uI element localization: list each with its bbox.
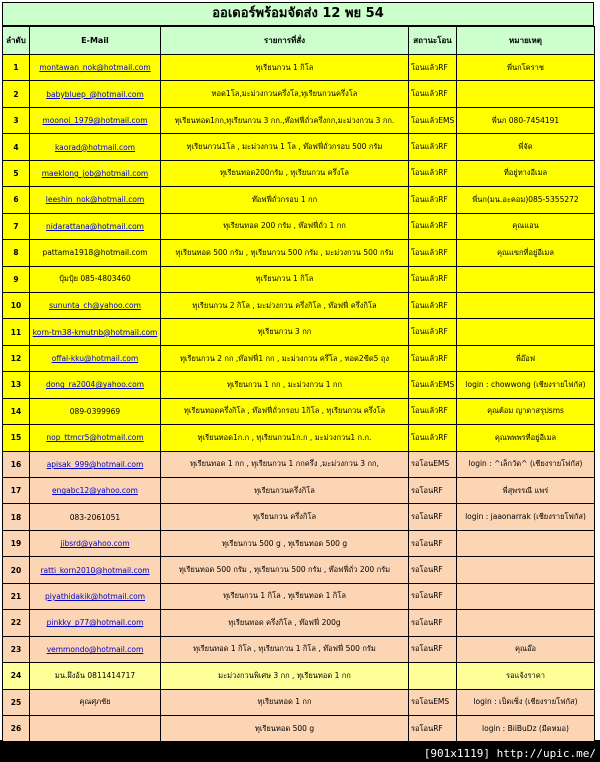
cell-no: [3, 55, 30, 81]
cell-email: [30, 213, 161, 239]
cell-email: [30, 689, 161, 715]
cell-email: [30, 292, 161, 318]
cell-order-text: ทุเรียนทอด1ก.ก , ทุเรียนกวน1ก.ก , มะม่วงกวน1 ก.ก.: [197, 432, 372, 442]
cell-no: [3, 451, 30, 477]
cell-note: [457, 81, 595, 107]
cell-note: [457, 636, 595, 662]
cell-order: [161, 240, 409, 266]
cell-order: [161, 715, 409, 741]
cell-order-text: ทุเรียนทอดครึ่งกิโล , ท๊อฟฟี่ถั่วกรอบ 1กิโล , ทุเรียนกวน ครึ่งโล: [183, 406, 386, 416]
cell-note-text: ที่อยู่ทางอีเมล: [503, 168, 548, 178]
cell-order-text: ทุเรียนกวน 2 กก ,ท๊อฟฟี่1 กก , มะม่วงกวน ครึ่โล , ทอด2ขีด5 ถุง: [179, 353, 390, 363]
table-row: [3, 557, 595, 583]
cell-no-text: 7: [13, 221, 19, 231]
table-row: [3, 345, 595, 371]
cell-order-text: ทอด1โล,มะม่วงกวนครึ่งโล,ทุเรียนกวนครึ่งโล: [211, 89, 358, 99]
cell-status: [409, 319, 457, 345]
cell-status-text: รอโอนRF: [411, 538, 443, 548]
cell-status: [409, 213, 457, 239]
cell-order-text: ทุเรียนทอด 500 กรัม , ทุเรียนกวน 500 กรัม , ท๊อฟฟี่ถั่ว 200 กรัม: [178, 565, 391, 575]
cell-status: [409, 663, 457, 689]
cell-note-text: คุณอ๊อ: [515, 644, 536, 654]
cell-status-text: โอนแล้วRF: [411, 432, 448, 442]
cell-status-text: โอนแล้วEMS: [411, 115, 455, 125]
cell-order: [161, 213, 409, 239]
cell-email-text[interactable]: piyathidakik@hotmail.com: [44, 591, 146, 601]
cell-status-text: รอโอนRF: [411, 485, 443, 495]
cell-no-text: 13: [10, 380, 22, 390]
cell-order-text: ทุเรียนกวน 2 กิโล , มะม่วงกวน ครึ่งกิโล , ท๊อฟฟี่ ครึ่งกิโล: [192, 300, 377, 310]
cell-no-text: 25: [10, 697, 22, 707]
cell-email: [30, 715, 161, 741]
cell-status-text: โอนแล้วRF: [411, 274, 448, 284]
cell-order: [161, 319, 409, 345]
cell-note: [457, 425, 595, 451]
cell-status: [409, 55, 457, 81]
cell-no: [3, 715, 30, 741]
cell-email-text[interactable]: jibsrd@yahoo.com: [60, 539, 130, 549]
cell-no-text: 12: [10, 354, 22, 364]
cell-note: [457, 266, 595, 292]
cell-email-text[interactable]: moonoi_1979@hotmail.com: [42, 116, 148, 126]
cell-no: [3, 398, 30, 424]
cell-no-text: 8: [13, 248, 19, 258]
cell-email: [30, 583, 161, 609]
cell-status: [409, 240, 457, 266]
header-status: สถานะโอน: [409, 27, 457, 55]
cell-email-text[interactable]: apisak_999@hotmail.com: [46, 459, 144, 469]
table-row: [3, 398, 595, 424]
cell-no-text: 3: [13, 116, 19, 126]
cell-email: [30, 504, 161, 530]
cell-status-text: โอนแล้วRF: [411, 221, 448, 231]
cell-status: [409, 636, 457, 662]
cell-note-text: พี่นก(มน.อะคอม)085-5355272: [472, 194, 579, 204]
cell-note-text: login : chowwong (เชียงรายไฟกัส): [465, 379, 586, 389]
cell-status-text: รอโอนRF: [411, 591, 443, 601]
cell-email-text: 083-2061051: [69, 512, 121, 522]
cell-no-text: 21: [10, 591, 22, 601]
cell-status: [409, 504, 457, 530]
cell-note-text: พี่อ๊อฟ: [515, 353, 536, 363]
cell-note: [457, 187, 595, 213]
cell-order: [161, 55, 409, 81]
cell-order: [161, 81, 409, 107]
cell-status-text: โอนแล้วEMS: [411, 379, 455, 389]
cell-order-text: ทุเรียนกวน 1 กก , มะม่วงกวน 1 กก: [226, 379, 342, 389]
cell-email-text[interactable]: vemmondo@hotmail.com: [46, 644, 144, 654]
cell-email-text[interactable]: offal-kku@hotmail.com: [51, 354, 139, 364]
cell-email-text[interactable]: kaorad@hotmail.com: [54, 142, 136, 152]
cell-email-text[interactable]: babybluep_@hotmail.com: [46, 89, 144, 99]
cell-order: [161, 504, 409, 530]
cell-no: [3, 292, 30, 318]
cell-note: [457, 107, 595, 133]
cell-email-text[interactable]: pinkky_p77@hotmail.com: [46, 618, 144, 628]
cell-no-text: 1: [13, 63, 19, 73]
cell-status: [409, 478, 457, 504]
cell-email: [30, 530, 161, 556]
cell-note: [457, 663, 595, 689]
table-row: [3, 240, 595, 266]
cell-no-text: 19: [10, 539, 22, 549]
header-email: E-Mail: [30, 27, 161, 55]
cell-note: [457, 240, 595, 266]
cell-no-text: 9: [13, 274, 19, 284]
cell-no: [3, 663, 30, 689]
cell-status: [409, 292, 457, 318]
cell-status-text: โอนแล้วRF: [411, 62, 448, 72]
cell-note-text: login : BiiBuDz (มีดหมอ): [482, 723, 569, 733]
cell-email-text[interactable]: montawan_nok@hotmail.com: [39, 63, 151, 73]
cell-email-text[interactable]: maeklong_job@hotmail.com: [41, 168, 149, 178]
cell-email-text[interactable]: leeshin_nok@hotmail.com: [45, 195, 145, 205]
cell-no-text: 4: [13, 142, 19, 152]
cell-email: [30, 266, 161, 292]
cell-email: [30, 81, 161, 107]
cell-order-text: ทุเรียนกวน 1 กิโล , ทุเรียนทอด 1 กิโล: [223, 591, 346, 601]
table-row: [3, 213, 595, 239]
table-body: [3, 55, 595, 742]
cell-order: [161, 398, 409, 424]
cell-order-text: ทุเรียนกวน1โล , มะม่วงกวน 1 โล , ท๊อฟฟี่ถั่วกรอบ 500 กรัม: [186, 142, 383, 152]
cell-note: [457, 398, 595, 424]
cell-order-text: ทุเรียนทอด200กรัม , ทุเรียนกวน ครึ่งโล: [219, 168, 349, 178]
cell-status-text: รอโอนRF: [411, 723, 443, 733]
header-order: รายการที่สั่ง: [161, 27, 409, 55]
cell-no: [3, 557, 30, 583]
cell-no-text: 5: [13, 168, 19, 178]
cell-no: [3, 213, 30, 239]
cell-note-text: คุณแอน: [512, 221, 539, 231]
cell-status: [409, 134, 457, 160]
cell-note-text: พี่นกโคราช: [507, 62, 544, 72]
cell-order-text: ทุเรียนทอด 200 กรัม , ท๊อฟฟี่ถั่ว 1 กก: [223, 221, 346, 231]
table-row: [3, 715, 595, 741]
cell-status: [409, 107, 457, 133]
cell-no: [3, 81, 30, 107]
cell-order: [161, 292, 409, 318]
cell-email-text: คุณศุภชัย: [79, 697, 111, 707]
cell-email: [30, 55, 161, 81]
cell-order: [161, 266, 409, 292]
cell-note-text: คุณแขกที่อยู่อีเมล: [497, 247, 554, 257]
cell-status-text: โอนแล้วRF: [411, 406, 448, 416]
cell-status-text: รอโอนEMS: [411, 459, 450, 469]
cell-order: [161, 583, 409, 609]
cell-order: [161, 530, 409, 556]
cell-status: [409, 557, 457, 583]
cell-no: [3, 478, 30, 504]
cell-status: [409, 451, 457, 477]
table-row: [3, 451, 595, 477]
table-row: [3, 55, 595, 81]
cell-no: [3, 187, 30, 213]
cell-email-text[interactable]: korn-tm38-kmutnb@hotmail.com: [32, 327, 158, 337]
cell-no: [3, 610, 30, 636]
cell-order: [161, 663, 409, 689]
cell-status: [409, 160, 457, 186]
cell-note: [457, 55, 595, 81]
cell-no: [3, 160, 30, 186]
cell-email-text: มน.ผึงอ้น 0811414717: [54, 670, 136, 680]
cell-no-text: 24: [10, 671, 22, 681]
cell-order: [161, 610, 409, 636]
cell-email-text[interactable]: ratti_korn2010@hotmail.com: [40, 565, 150, 575]
cell-note: [457, 292, 595, 318]
cell-note: [457, 530, 595, 556]
cell-order: [161, 160, 409, 186]
table-row: [3, 319, 595, 345]
cell-order-text: ทุเรียนทอด 1 กิโล , ทุเรียนกวน 1 กิโล , ท๊อฟฟี่ 500 กรัม: [193, 644, 376, 654]
cell-note: [457, 160, 595, 186]
cell-note: [457, 345, 595, 371]
cell-status: [409, 345, 457, 371]
cell-email: [30, 134, 161, 160]
cell-note: [457, 689, 595, 715]
cell-note-text: พี่สุพรรณี แพร่: [502, 485, 549, 495]
cell-note-text: login : ^เล็กวัด^ (เชียงรายโฟกัส): [468, 459, 583, 469]
cell-email: [30, 636, 161, 662]
cell-email-text: pattama1918@hotmail.com: [42, 248, 148, 258]
image-footer: [901x1119] http://upic.me/: [423, 747, 596, 760]
cell-email: [30, 557, 161, 583]
cell-email: [30, 663, 161, 689]
cell-note: [457, 504, 595, 530]
cell-status: [409, 266, 457, 292]
cell-status-text: โอนแล้วRF: [411, 89, 448, 99]
cell-status-text: โอนแล้วRF: [411, 168, 448, 178]
table-row: [3, 478, 595, 504]
cell-note: [457, 134, 595, 160]
cell-status-text: รอโอนRF: [411, 644, 443, 654]
cell-email: [30, 240, 161, 266]
table-row: [3, 81, 595, 107]
cell-order-text: ทุเรียนกวน ครึ่งกิโล: [252, 512, 317, 522]
cell-status-text: รอโอนRF: [411, 512, 443, 522]
cell-order-text: ทุเรียนทอด1กก,ทุเรียนกวน 3 กก.,ท๊อฟฟี่ถั่วครึ่งกก,มะม่วงกวน 3 กก.: [174, 115, 395, 125]
table-row: [3, 292, 595, 318]
table-row: [3, 636, 595, 662]
cell-note-text: รอแจ้งราคา: [506, 670, 545, 680]
cell-note: [457, 583, 595, 609]
cell-status-text: รอโอนEMS: [411, 697, 450, 707]
cell-note: [457, 213, 595, 239]
table-row: [3, 425, 595, 451]
cell-email: [30, 372, 161, 398]
cell-no-text: 6: [13, 195, 19, 205]
cell-note: [457, 610, 595, 636]
cell-no-text: 20: [10, 565, 22, 575]
cell-no: [3, 425, 30, 451]
cell-no-text: 18: [10, 512, 22, 522]
cell-no: [3, 583, 30, 609]
cell-email: [30, 107, 161, 133]
cell-email: [30, 187, 161, 213]
cell-status-text: โอนแล้วRF: [411, 247, 448, 257]
cell-no-text: 22: [10, 618, 22, 628]
cell-order-text: ทุเรียนทอด 500 กรัม , ทุเรียนกวน 500 กรัม , มะม่วงกวน 500 กรัม: [175, 247, 394, 257]
cell-order: [161, 134, 409, 160]
table-row: [3, 530, 595, 556]
cell-order: [161, 345, 409, 371]
cell-email-text[interactable]: sununta_ch@yahoo.com: [49, 301, 141, 311]
sheet-title: ออเดอร์พร้อมจัดส่ง 12 พย 54: [2, 2, 594, 26]
header-row: [3, 27, 595, 55]
cell-status: [409, 372, 457, 398]
cell-email: [30, 610, 161, 636]
cell-order-text: ทุเรียนทอด 1 กก , ทุเรียนกวน 1 กกครึ่ง ,มะม่วงกวน 3 กก,: [190, 459, 379, 469]
cell-email: [30, 319, 161, 345]
cell-status: [409, 187, 457, 213]
cell-note-text: คุณต้อม ญาดาสรุปsms: [487, 406, 564, 416]
cell-email: [30, 425, 161, 451]
table-row: [3, 134, 595, 160]
cell-status: [409, 81, 457, 107]
table-row: [3, 187, 595, 213]
cell-email-text[interactable]: engabc12@yahoo.com: [52, 486, 138, 496]
cell-note-text: คุณพพพรที่อยู่อีเมล: [494, 432, 557, 442]
cell-note-text: พี่นก 080-7454191: [491, 115, 560, 125]
cell-note-text: login : เป็ดเซิ่ง (เชียงรายโฟกัส): [473, 697, 578, 707]
cell-status: [409, 398, 457, 424]
cell-no-text: 2: [13, 89, 19, 99]
cell-no-text: 14: [10, 406, 22, 416]
cell-note: [457, 451, 595, 477]
cell-no: [3, 530, 30, 556]
cell-no-text: 10: [10, 301, 22, 311]
cell-note-text: login : jaaonarrak (เชียงรายโฟกัส): [465, 512, 586, 522]
cell-order-text: ทุเรียนกวน 1 กิโล: [255, 274, 314, 284]
table-row: [3, 372, 595, 398]
cell-email: [30, 398, 161, 424]
table-row: [3, 610, 595, 636]
cell-order: [161, 425, 409, 451]
cell-status-text: โอนแล้วRF: [411, 194, 448, 204]
cell-email: [30, 345, 161, 371]
cell-order-text: ทุเรียนทอด ครึ่งกิโล , ท๊อฟฟี่ 200g: [228, 617, 341, 627]
cell-email: [30, 451, 161, 477]
cell-note: [457, 478, 595, 504]
cell-order: [161, 636, 409, 662]
cell-email-text: 089-0399969: [69, 406, 121, 416]
cell-order: [161, 187, 409, 213]
cell-no: [3, 266, 30, 292]
cell-note: [457, 557, 595, 583]
cell-status-text: โอนแล้วRF: [411, 327, 448, 337]
cell-email: [30, 478, 161, 504]
cell-email-text[interactable]: nidarattana@hotmail.com: [46, 221, 144, 231]
cell-status: [409, 425, 457, 451]
cell-no: [3, 319, 30, 345]
cell-email-text[interactable]: nop_ttmcr5@hotmail.com: [46, 433, 144, 443]
cell-status-text: โอนแล้วRF: [411, 300, 448, 310]
cell-no-text: 16: [10, 459, 22, 469]
cell-order: [161, 451, 409, 477]
cell-status-text: รอโอนRF: [411, 565, 443, 575]
cell-no: [3, 134, 30, 160]
cell-no: [3, 240, 30, 266]
cell-order: [161, 107, 409, 133]
cell-order-text: ทุเรียนกวน 1 กิโล: [255, 62, 314, 72]
cell-status: [409, 530, 457, 556]
cell-order-text: ท๊อฟฟี่ถั่วกรอบ 1 กก: [251, 194, 318, 204]
cell-no: [3, 107, 30, 133]
cell-email-text: ปุ้มปุ้ย 085-4803460: [59, 274, 131, 284]
table-row: [3, 663, 595, 689]
cell-note: [457, 715, 595, 741]
cell-status: [409, 610, 457, 636]
cell-no: [3, 636, 30, 662]
header-no: ลำดับ: [3, 27, 30, 55]
cell-order: [161, 689, 409, 715]
cell-note-text: พี่จัด: [518, 142, 533, 152]
cell-order-text: มะม่วงกวนพิเศษ 3 กก , ทุเรียนทอด 1 กก: [218, 670, 351, 680]
cell-no-text: 26: [10, 724, 22, 734]
cell-status-text: รอโอนRF: [411, 617, 443, 627]
cell-note: [457, 319, 595, 345]
cell-no-text: 15: [10, 433, 22, 443]
cell-order: [161, 372, 409, 398]
table-row: [3, 266, 595, 292]
cell-status: [409, 689, 457, 715]
cell-status-text: โอนแล้วRF: [411, 353, 448, 363]
cell-order-text: ทุเรียนกวน 500 g , ทุเรียนทอด 500 g: [221, 538, 348, 548]
cell-no-text: 23: [10, 644, 22, 654]
cell-order-text: ทุเรียนทอด 1 กก: [257, 697, 312, 707]
cell-status-text: โอนแล้วRF: [411, 142, 448, 152]
table-row: [3, 107, 595, 133]
table-row: [3, 583, 595, 609]
cell-email-text[interactable]: dong_ra2004@yahoo.com: [45, 380, 145, 390]
cell-no: [3, 689, 30, 715]
cell-no-text: 11: [10, 327, 22, 337]
cell-no: [3, 372, 30, 398]
orders-table: [2, 26, 595, 742]
cell-note: [457, 372, 595, 398]
table-row: [3, 160, 595, 186]
header-note: หมายเหตุ: [457, 27, 595, 55]
table-row: [3, 504, 595, 530]
cell-status: [409, 583, 457, 609]
cell-no: [3, 345, 30, 371]
cell-no-text: 17: [10, 486, 22, 496]
cell-order-text: ทุเรียนทอด 500 g: [254, 723, 315, 733]
cell-order-text: ทุเรียนกวนครึ่งกิโล: [254, 485, 315, 495]
cell-email: [30, 160, 161, 186]
cell-order: [161, 557, 409, 583]
cell-no: [3, 504, 30, 530]
cell-order-text: ทุเรียนกวน 3 กก: [257, 327, 312, 337]
table-row: [3, 689, 595, 715]
cell-order: [161, 478, 409, 504]
cell-status: [409, 715, 457, 741]
